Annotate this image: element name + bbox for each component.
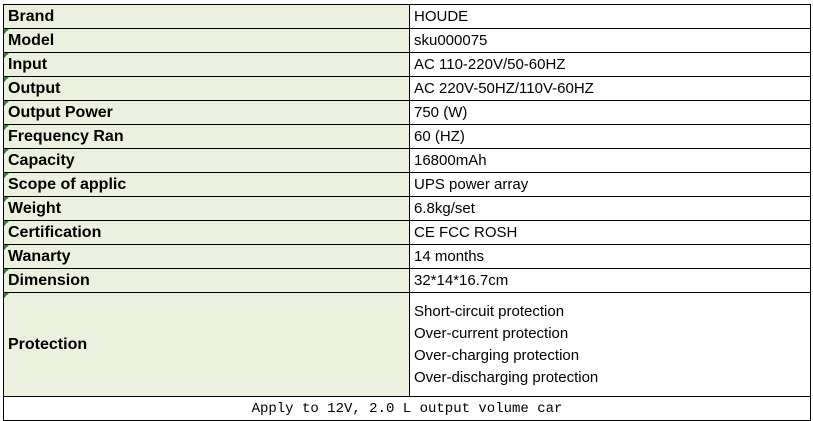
spec-key: Certification <box>4 221 410 245</box>
spec-key: Output <box>4 77 410 101</box>
table-row <box>4 77 811 101</box>
spec-value: AC 110-220V/50-60HZ <box>410 53 811 77</box>
spec-value: 6.8kg/set <box>410 197 811 221</box>
spec-key: Capacity <box>4 149 410 173</box>
spec-value: 60 (HZ) <box>410 125 811 149</box>
table-row-footer <box>4 397 811 421</box>
spec-value: AC 220V-50HZ/110V-60HZ <box>410 77 811 101</box>
spec-key: Input <box>4 53 410 77</box>
table-row-protection <box>4 293 811 397</box>
protection-list <box>410 293 811 397</box>
spec-key: Output Power <box>4 101 410 125</box>
spec-value: HOUDE <box>410 5 811 29</box>
table-row <box>4 245 811 269</box>
table-row <box>4 53 811 77</box>
protection-item: Over-current protection <box>414 324 569 342</box>
spec-value: UPS power array <box>410 173 811 197</box>
table-row <box>4 5 811 29</box>
table-row <box>4 197 811 221</box>
table-row <box>4 173 811 197</box>
spec-key: Frequency Ran <box>4 125 410 149</box>
footer-note: Apply to 12V, 2.0 L output volume car <box>4 397 811 421</box>
spec-value: 14 months <box>410 245 811 269</box>
spec-key: Scope of applic <box>4 173 410 197</box>
spec-key: Dimension <box>4 269 410 293</box>
spec-key: Wanarty <box>4 245 410 269</box>
spec-value: 16800mAh <box>410 149 811 173</box>
spec-key: Brand <box>4 5 410 29</box>
table-row <box>4 101 811 125</box>
spec-key: Weight <box>4 197 410 221</box>
table-row <box>4 29 811 53</box>
protection-item: Short-circuit protection <box>414 302 565 320</box>
protection-item: Over-discharging protection <box>414 368 599 386</box>
table-row <box>4 221 811 245</box>
spec-value: CE FCC ROSH <box>410 221 811 245</box>
spec-value: 750 (W) <box>410 101 811 125</box>
spec-value: sku000075 <box>410 29 811 53</box>
table-row <box>4 149 811 173</box>
table-row <box>4 125 811 149</box>
protection-item: Over-charging protection <box>414 346 580 364</box>
spec-value: 32*14*16.7cm <box>410 269 811 293</box>
table-row <box>4 269 811 293</box>
spec-table <box>3 4 811 421</box>
spec-key: Protection <box>4 293 410 397</box>
spec-key: Model <box>4 29 410 53</box>
